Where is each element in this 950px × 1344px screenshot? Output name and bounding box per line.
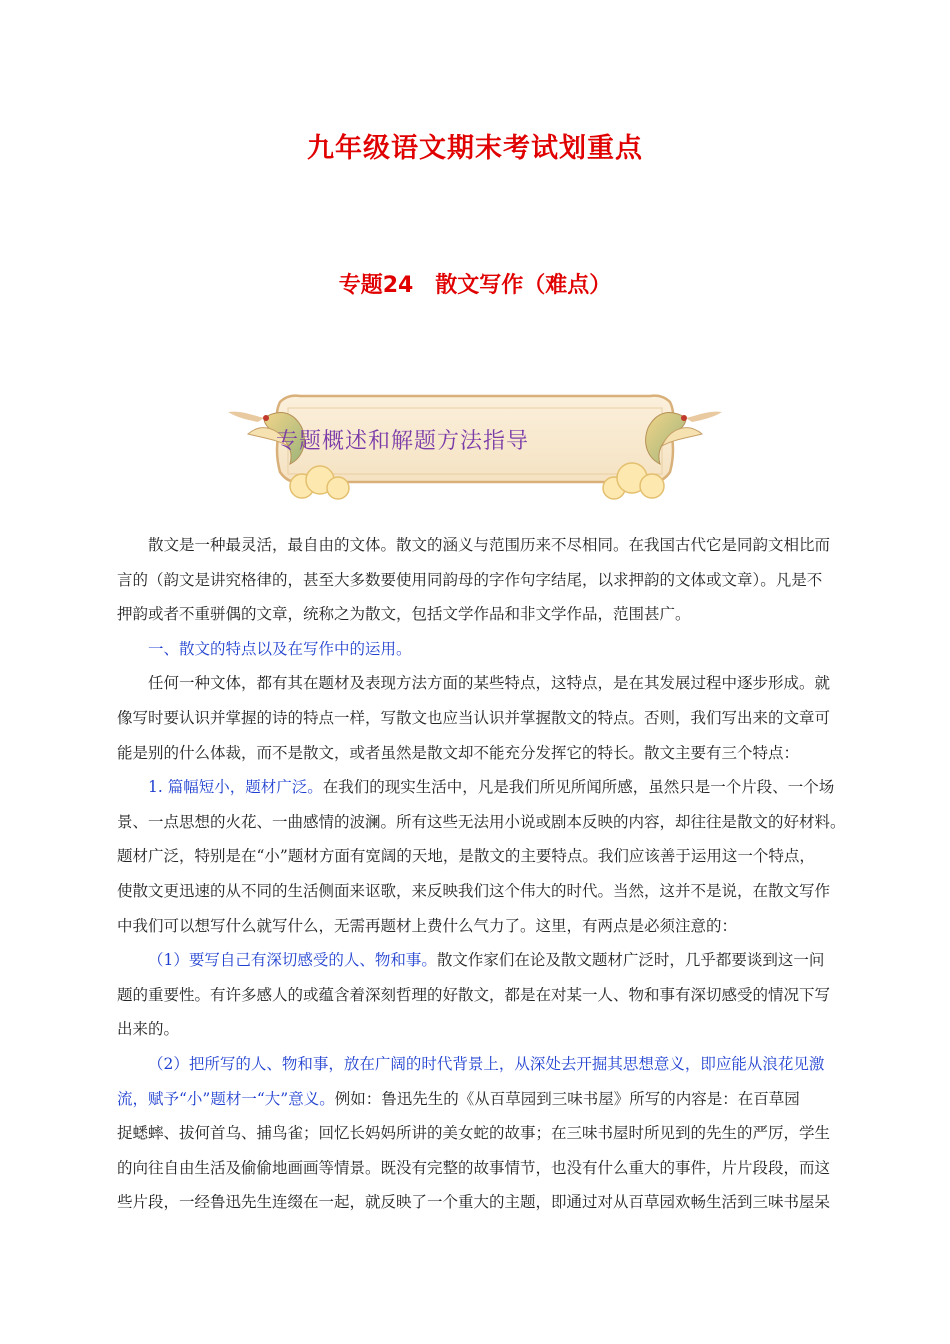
sub-point-2-heading: （2）把所写的人、物和事，放在广阔的时代背景上，从深处去开掘其思想意义，即应能从浪花见激 xyxy=(148,1054,825,1073)
topic-subtitle: 专题24 散文写作（难点） xyxy=(338,273,612,298)
text-line: 散文是一种最灵活，最自由的文体。散文的涵义与范围历来不尽相同。在我国古代它是同韵文相比而 xyxy=(148,536,831,554)
article-body xyxy=(117,528,865,1220)
point-1-paragraph xyxy=(117,770,865,943)
section-1-heading: 一、散文的特点以及在写作中的运用。 xyxy=(148,639,412,658)
intro-paragraph xyxy=(117,528,865,632)
text-line: 题的重要性。有许多感人的或蕴含着深刻哲理的好散文，都是在对某一人、物和事有深切感受的情况下写 xyxy=(117,985,831,1004)
text-run: 在我们的现实生活中，凡是我们所见所闻所感，虽然只是一个片段、一个场 xyxy=(322,778,835,797)
text-line: 些片段，一经鲁迅先生连缀在一起，就反映了一个重大的主题，即通过对从百草园欢畅生活到三味书屋呆 xyxy=(117,1193,831,1212)
sub-point-1-paragraph xyxy=(117,943,865,1047)
text-line: 押韵或者不重骈偶的文章，统称之为散文，包括文学作品和非文学作品，范围甚广。 xyxy=(117,605,691,624)
point-1-heading: 1. 篇幅短小，题材广泛。 xyxy=(148,778,323,797)
text-line: 使散文更迅速的从不同的生活侧面来讴歌，来反映我们这个伟大的时代。当然，这并不是说，在散文写作 xyxy=(117,881,831,900)
text-line: 言的（韵文是讲究格律的，甚至大多数要使用同韵母的字作句字结尾，以求押韵的文体或文章）。凡是不 xyxy=(117,570,823,589)
text-line: 的向往自由生活及偷偷地画画等情景。既没有完整的故事情节，也没有什么重大的事件，片片段段，而这 xyxy=(117,1158,831,1177)
section-banner xyxy=(228,388,722,506)
text-line: 题材广泛，特别是在“小”题材方面有宽阔的天地，是散文的主要特点。我们应该善于运用这一个特点， xyxy=(117,847,815,866)
text-line: 能是别的什么体裁，而不是散文，或者虽然是散文却不能充分发挥它的特长。散文主要有三个特点： xyxy=(117,743,800,762)
section-heading xyxy=(117,632,865,667)
text-line: 景、一点思想的火花、一曲感情的波澜。所有这些无法用小说或剧本反映的内容，却往往是散文的好材料。 xyxy=(117,812,846,831)
text-run: 例如：鲁迅先生的《从百草园到三味书屋》所写的内容是：在百草园 xyxy=(334,1089,800,1108)
text-line: 中我们可以想写什么就写什么，无需再题材上费什么气力了。这里，有两点是必须注意的： xyxy=(117,916,738,935)
document-title: 九年级语文期末考试划重点 xyxy=(307,133,643,164)
text-run: 散文作家们在论及散文题材广泛时，几乎都要谈到这一问 xyxy=(436,951,825,970)
text-line: 捉蟋蟀、拔何首乌、捕鸟雀；回忆长妈妈所讲的美女蛇的故事；在三味书屋时所见到的先生的严厉，学生 xyxy=(117,1124,831,1143)
banner-heading: 专题概述和解题方法指导 xyxy=(276,429,530,454)
sub-point-2-paragraph xyxy=(117,1047,865,1220)
sub-point-2-heading-cont: 流，赋予“小”题材一“大”意义。 xyxy=(117,1089,335,1108)
paragraph xyxy=(117,666,865,770)
text-line: 像写时要认识并掌握的诗的特点一样，写散文也应当认识并掌握散文的特点。否则，我们写出来的文章可 xyxy=(117,708,831,727)
sub-point-1-heading: （1）要写自己有深切感受的人、物和事。 xyxy=(148,951,437,970)
text-line: 任何一种文体，都有其在题材及表现方法方面的某些特点，这特点，是在其发展过程中逐步形成。就 xyxy=(148,674,831,693)
text-line: 出来的。 xyxy=(117,1020,180,1039)
